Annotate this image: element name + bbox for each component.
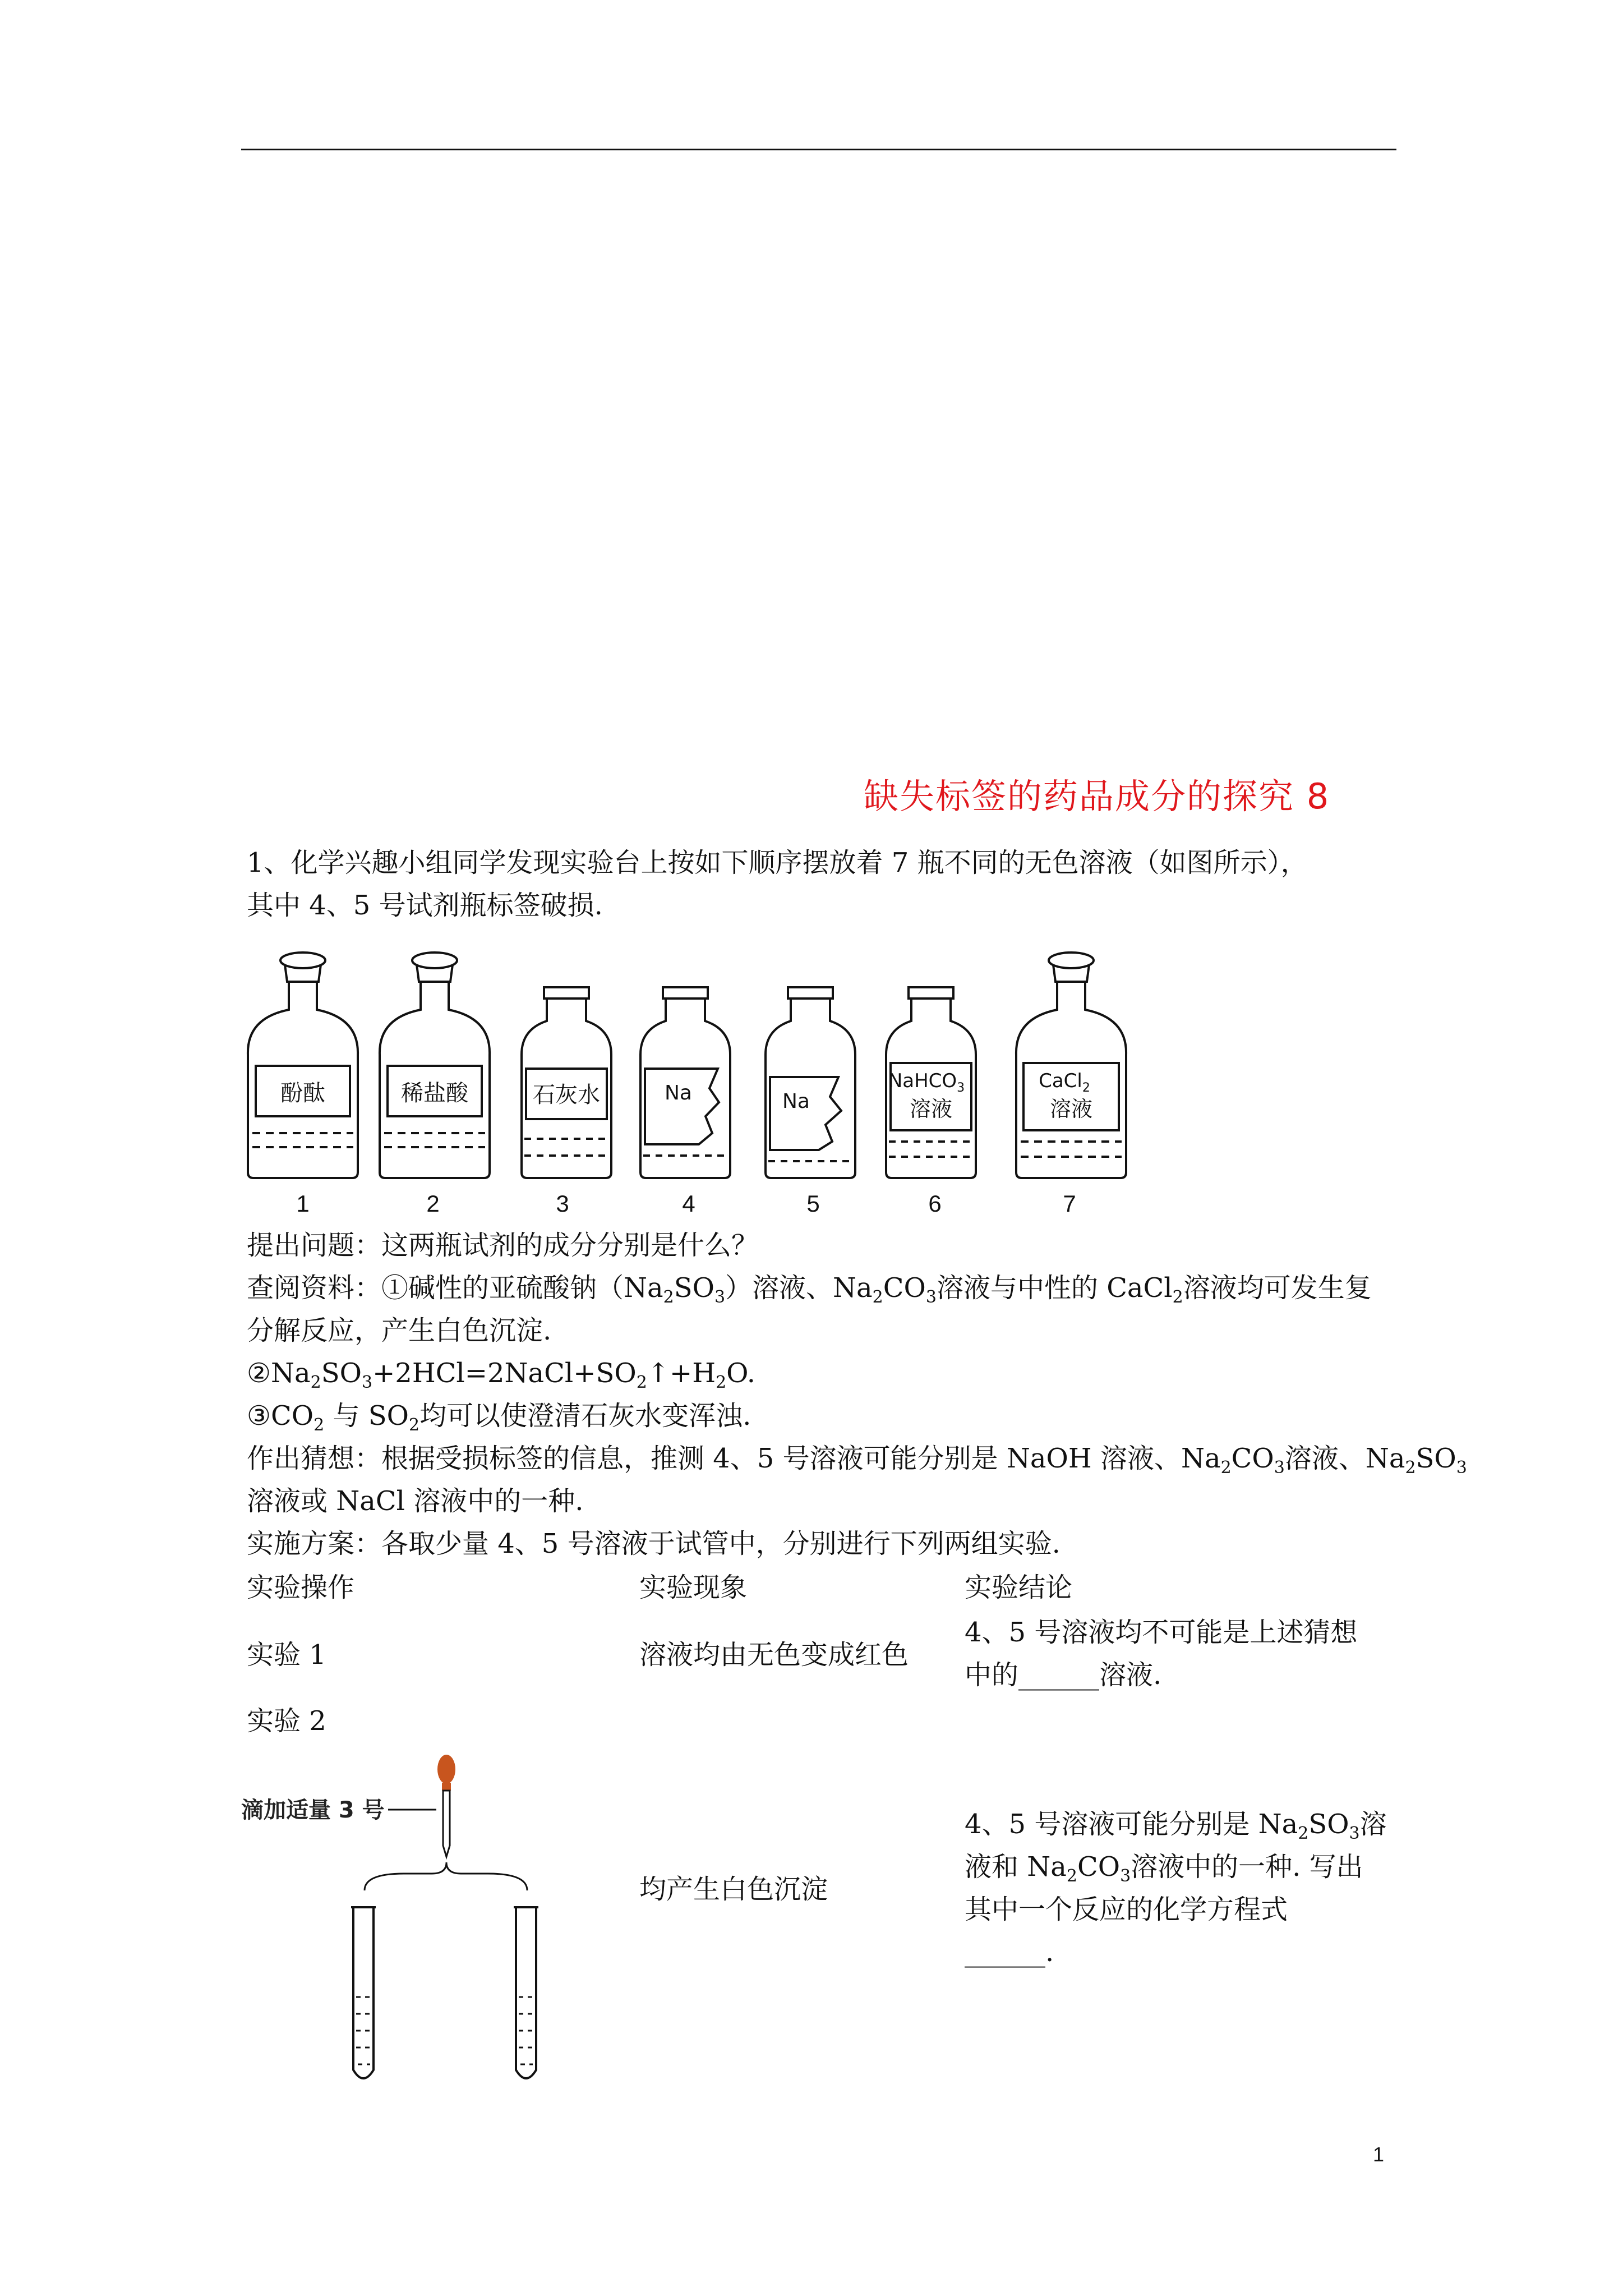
bottle-2-label: 稀盐酸 xyxy=(401,1080,468,1106)
bottle-6-number: 6 xyxy=(928,1190,942,1217)
bottle-7-label: CaCl$_2$ xyxy=(1039,1070,1090,1095)
reference-line-2: 分解反应，产生白色沉淀. xyxy=(247,1315,552,1346)
bottle-4-number: 4 xyxy=(682,1190,695,1217)
exp2-conclusion-4: ______. xyxy=(965,1936,1054,1968)
bottle-3-label: 石灰水 xyxy=(533,1082,600,1108)
exp1-conclusion-1: 4、5 号溶液均不可能是上述猜想 xyxy=(965,1617,1358,1648)
exp2-phenomenon: 均产生白色沉淀 xyxy=(639,1874,828,1905)
exp2-conclusion-2: 液和 $Na_2CO_3$溶液中的一种. 写出 xyxy=(965,1851,1363,1886)
plan-text: 实施方案：各取少量 4、5 号溶液于试管中，分别进行下列两组实验. xyxy=(247,1528,1061,1559)
page-number: 1 xyxy=(1373,2143,1385,2166)
page-title: 缺失标签的药品成分的探究 8 xyxy=(864,776,1330,817)
dropper-tube xyxy=(443,1791,450,1857)
bottle-4-label: Na xyxy=(665,1082,692,1105)
header-conclusion: 实验结论 xyxy=(965,1572,1073,1603)
exp1-name: 实验 1 xyxy=(247,1639,326,1671)
bottle-5-label: Na xyxy=(782,1090,810,1113)
bottle-7-number: 7 xyxy=(1063,1190,1076,1217)
reference-line-1: 查阅资料：①碱性的亚硫酸钠$(Na_2SO_3)$溶液、$Na_2CO_3$溶液与中性的 CaCl$_2$溶液均可发生复 xyxy=(247,1272,1372,1307)
bottle-1-label: 酚酞 xyxy=(280,1080,325,1106)
bottle-7-label-2: 溶液 xyxy=(1049,1097,1093,1121)
exp1-phenomenon: 溶液均由无色变成红色 xyxy=(639,1639,909,1671)
brace xyxy=(365,1862,527,1890)
header-phenomenon: 实验现象 xyxy=(639,1572,748,1603)
bottle-1-number: 1 xyxy=(296,1190,310,1217)
test-tubes-figure xyxy=(241,1750,555,2098)
exp2-conclusion-3: 其中一个反应的化学方程式 xyxy=(965,1894,1288,1925)
dropper-bulb xyxy=(437,1755,455,1784)
problem-text: 提出问题：这两瓶试剂的成分分别是什么？ xyxy=(247,1230,759,1261)
bottle-7 xyxy=(1016,953,1126,1178)
exp2-name: 实验 2 xyxy=(247,1705,326,1737)
dropper-label: 滴加适量 3 号 xyxy=(241,1797,385,1823)
reagent-bottles-figure xyxy=(236,948,1161,1223)
equation-line: $②Na_2SO_3+2HCl=2NaCl+SO_2↑+H_2O$. xyxy=(247,1358,755,1392)
question-line-1: 1、化学兴趣小组同学发现实验台上按如下顺序摆放着 7 瓶不同的无色溶液（如图所示）， xyxy=(247,847,1308,878)
exp2-conclusion-1: 4、5 号溶液可能分别是 $Na_2SO_3$溶 xyxy=(965,1809,1387,1843)
bottle-6-label: NaHCO$_3$ xyxy=(888,1070,965,1095)
question-line-2: 其中 4、5 号试剂瓶标签破损. xyxy=(247,890,603,921)
fact-3-line: $③CO_2$ 与 $SO_2$均可以使澄清石灰水变浑浊. xyxy=(247,1400,751,1435)
guess-line-1: 作出猜想：根据受损标签的信息，推测 4、5 号溶液可能分别是 NaOH 溶液、$Na_2CO_3$溶液、$Na_2SO_3$ xyxy=(247,1443,1467,1478)
exp1-conclusion-2: 中的______溶液. xyxy=(965,1659,1162,1691)
bottle-2-number: 2 xyxy=(426,1190,440,1217)
header-operation: 实验操作 xyxy=(247,1572,355,1603)
bottle-6-label-2: 溶液 xyxy=(909,1097,953,1121)
guess-line-2: 溶液或 NaCl 溶液中的一种. xyxy=(247,1485,584,1517)
bottle-3-number: 3 xyxy=(556,1190,569,1217)
bottle-5 xyxy=(766,987,855,1178)
bottle-5-number: 5 xyxy=(806,1190,820,1217)
test-tube-left xyxy=(353,1908,374,2078)
bottle-2 xyxy=(380,953,490,1178)
test-tube-right xyxy=(516,1908,536,2078)
header-rule xyxy=(241,149,1396,150)
bottle-1 xyxy=(248,953,358,1178)
